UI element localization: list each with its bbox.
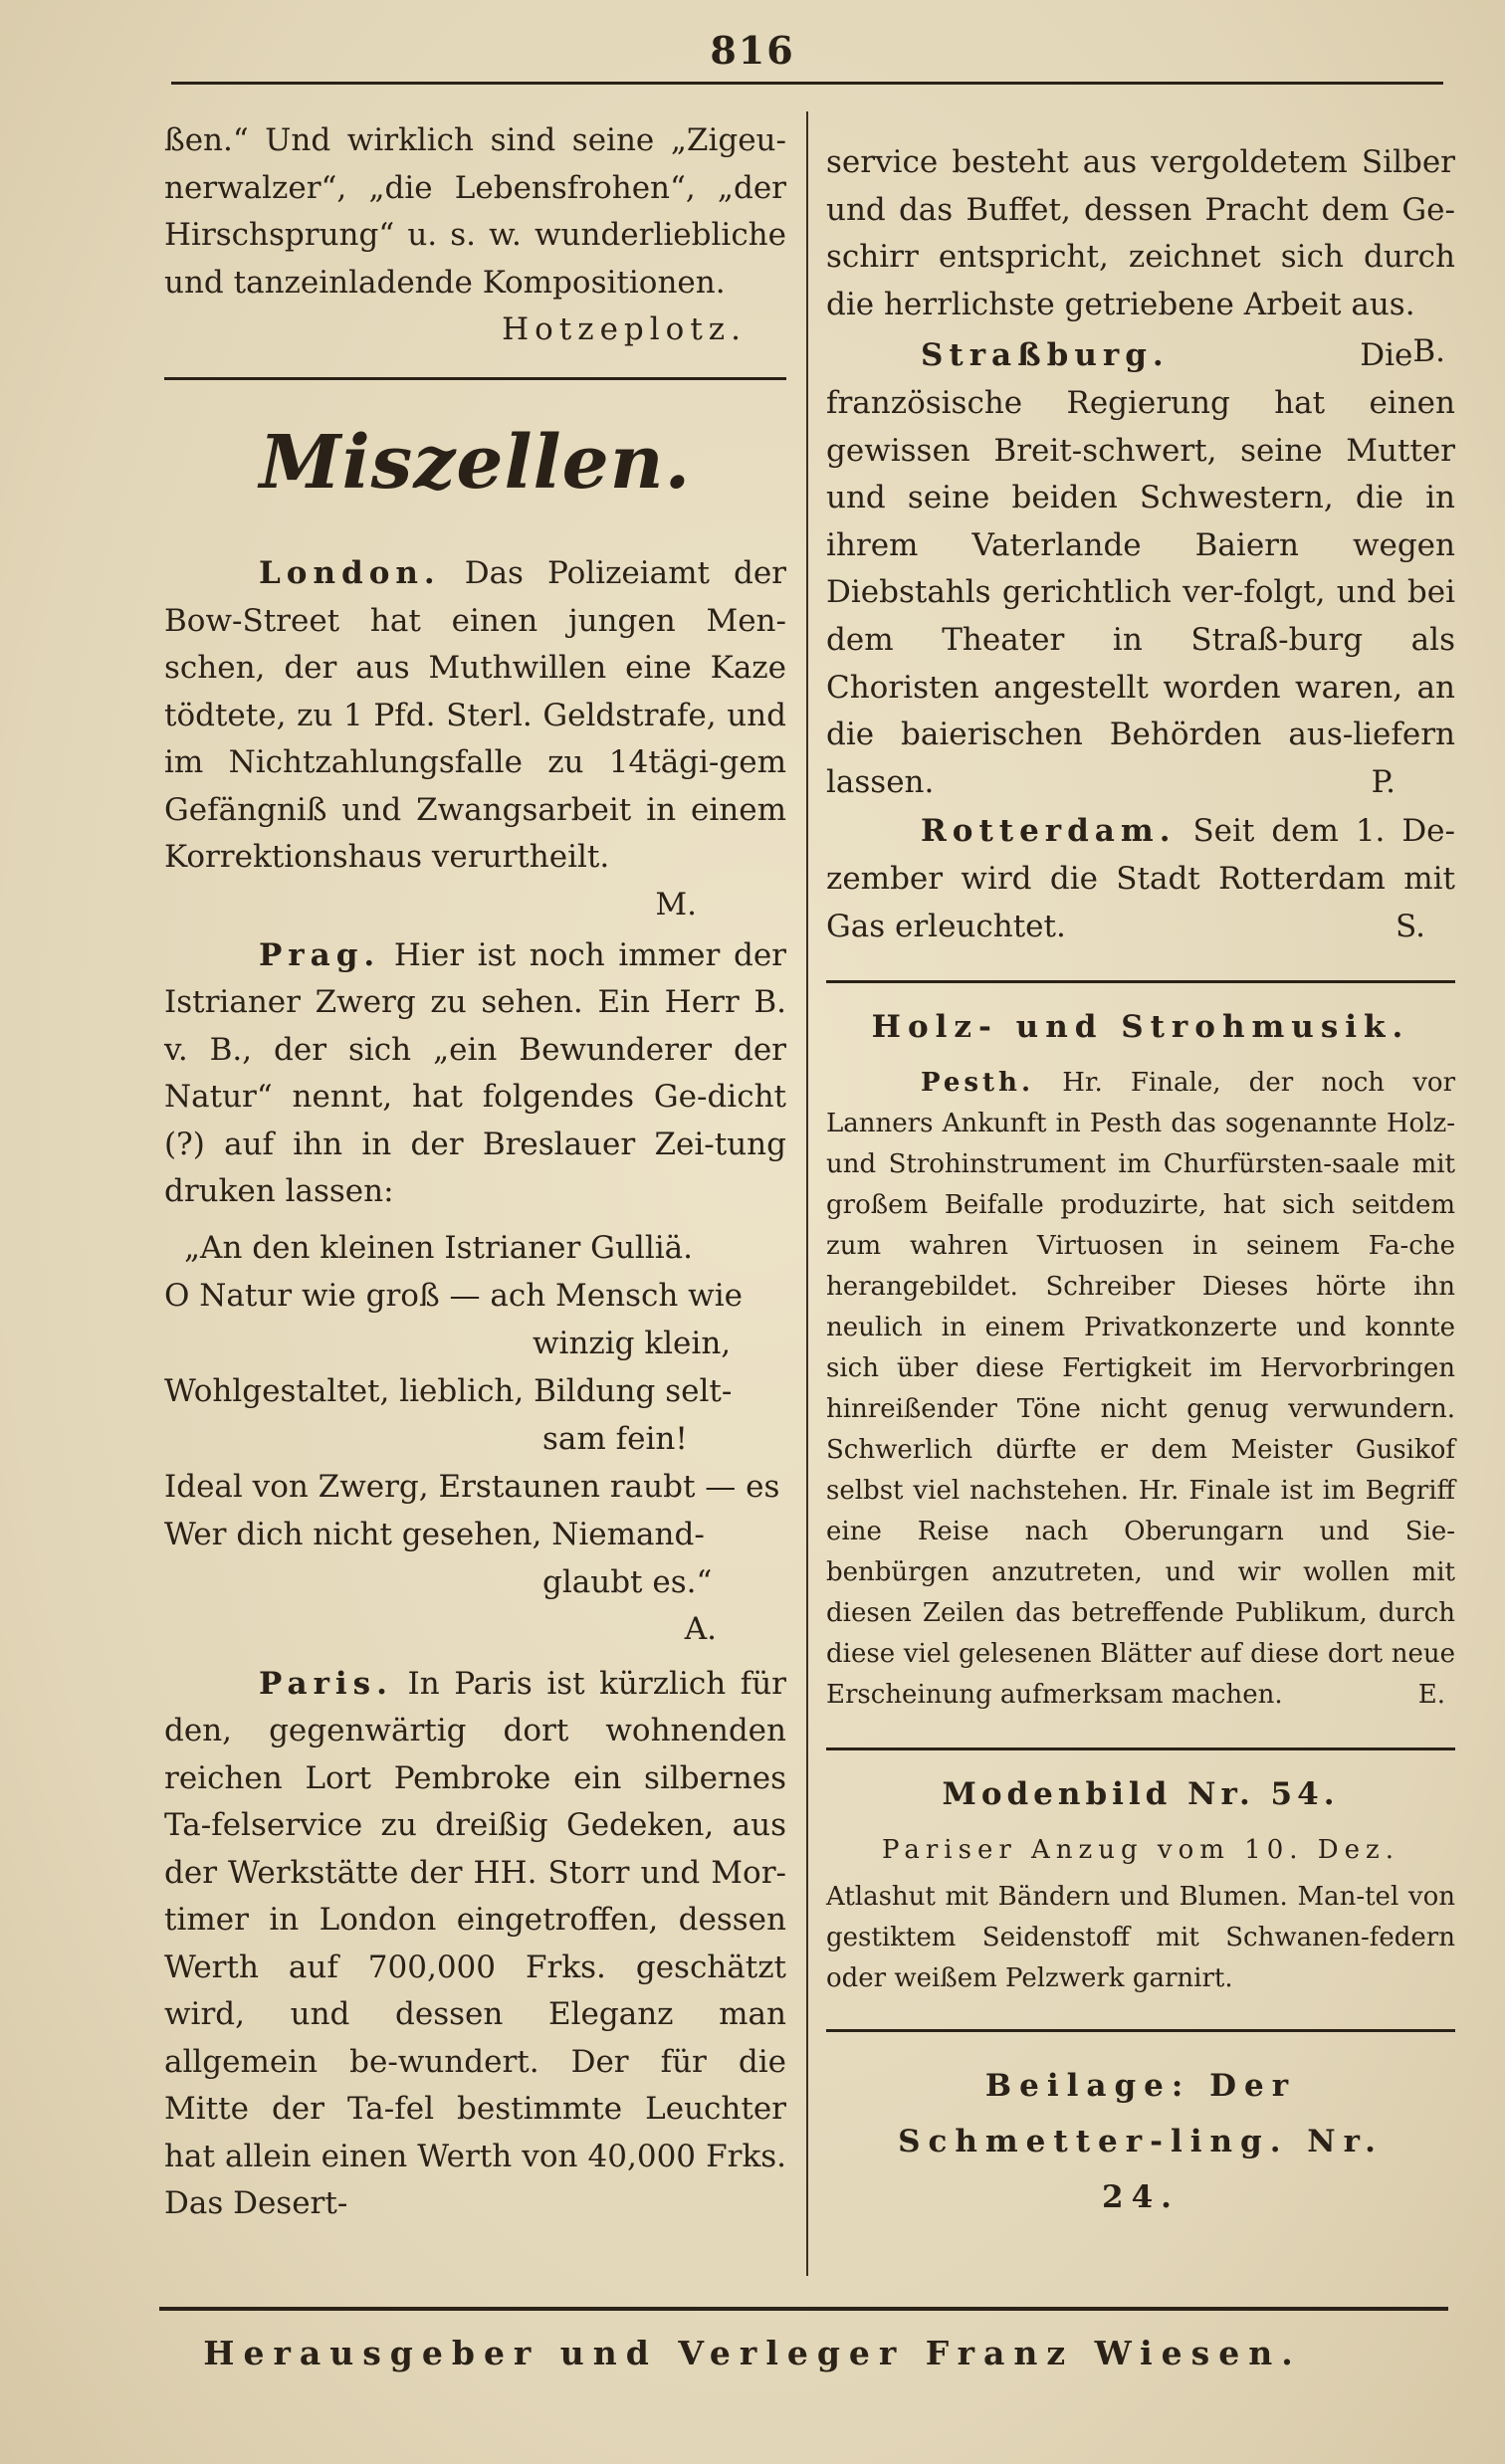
pesth-article bbox=[826, 1063, 1455, 1716]
intro-text: ßen.“ Und wirklich sind seine „Zigeu-nerwalzer“, „die Lebensfrohen“, „der Hirschsprung“ u. s. w. wunderliebliche und tanzeinladende Kompositionen. bbox=[164, 122, 786, 301]
paris-place: Paris. bbox=[259, 1665, 393, 1702]
poem-title: „An den kleinen Istrianer Gulliä. bbox=[184, 1229, 693, 1266]
strassburg-article bbox=[826, 332, 1455, 806]
pesth-signature: E. bbox=[1417, 1680, 1445, 1711]
strassburg-signature: P. bbox=[1371, 763, 1396, 800]
section-rule bbox=[164, 377, 786, 380]
holz-title: Holz- und Strohmusik. bbox=[871, 1009, 1410, 1046]
left-column bbox=[164, 117, 786, 2228]
paris-cont-text: service besteht aus vergoldetem Silber und das Buffet, dessen Pracht dem Ge-schirr entspricht, zeichnet sich durch die herrlichste getriebene Arbeit aus. bbox=[826, 144, 1455, 322]
paris-article bbox=[164, 1661, 786, 2228]
publisher-footer: Herausgeber und Verleger Franz Wiesen. bbox=[203, 2334, 1302, 2372]
pesth-text: Hr. Finale, der noch vor Lanners Ankunft in Pesth das sogenannte Holz- und Strohinstrument im Churfürsten-saale mit großem Beifalle produzirte, hat sich seitdem zum wahren Virtuosen in seinem Fa-che herangebildet. Schreiber Dieses hörte ihn neulich in einem Privatkonzerte und konnte sich über diese Fertigkeit im Hervorbringen hinreißender Töne nicht genug verwundern. Schwerlich dürfte er dem Meister Gusikof selbst viel nachstehen. Hr. Finale ist im Begriff eine Reise nach Oberungarn und Sie-benbürgen anzutreten, und wir wollen mit diesen Zeilen das betreffende Publikum, durch diese viel gelesenen Blätter auf diese dort neue Erscheinung aufmerksam machen. bbox=[826, 1068, 1456, 1711]
section-title: Miszellen. bbox=[259, 420, 692, 506]
strassburg-place: Straßburg. bbox=[921, 337, 1170, 374]
poem-signature: A. bbox=[684, 1610, 717, 1647]
prag-article bbox=[164, 932, 786, 1216]
prag-place: Prag. bbox=[259, 936, 381, 973]
rule-beilage bbox=[826, 2029, 1455, 2032]
rotterdam-signature: S. bbox=[1396, 908, 1425, 944]
strassburg-text: Die französische Regierung hat einen gewissen Breit-schwert, seine Mutter und seine beiden Schwestern, die in ihrem Vaterlande Baiern wegen Diebstahls gerichtlich ver-folgt, und bei dem Theater in Straß-burg als Choristen angestellt worden waren, an die baierischen Behörden aus-liefern lassen. bbox=[826, 337, 1455, 800]
header-rule bbox=[171, 82, 1443, 85]
prag-text: Hier ist noch immer der Istrianer Zwerg zu sehen. Ein Herr B. v. B., der sich „ein Bewunderer der Natur“ nennt, hat folgendes Ge-dicht (?) auf ihn in der Breslauer Zei-tung druken lassen: bbox=[164, 936, 786, 1209]
intro-signature: Hotzeplotz. bbox=[502, 311, 747, 347]
poem bbox=[164, 1224, 786, 1606]
poem-line-3: Ideal von Zwerg, Erstaunen raubt — es bbox=[164, 1468, 780, 1505]
mode-subtitle: Pariser Anzug vom 10. Dez. bbox=[882, 1835, 1399, 1866]
poem-line-4b: glaubt es.“ bbox=[542, 1563, 713, 1600]
london-place: London. bbox=[259, 555, 441, 591]
poem-line-4: Wer dich nicht gesehen, Niemand- bbox=[164, 1516, 705, 1552]
poem-line-2: Wohlgestaltet, lieblich, Bildung selt- bbox=[164, 1372, 733, 1409]
page-number: 816 bbox=[710, 28, 795, 73]
rotterdam-text: Seit dem 1. De-zember wird die Stadt Rotterdam mit Gas erleuchtet. bbox=[826, 813, 1456, 944]
rotterdam-place: Rotterdam. bbox=[921, 813, 1177, 850]
london-signature: M. bbox=[655, 886, 697, 923]
poem-line-2b: sam fein! bbox=[542, 1420, 688, 1457]
beilage-note: Beilage: Der Schmetter-ling. Nr. 24. bbox=[898, 2068, 1384, 2216]
rule-holz bbox=[826, 980, 1455, 983]
mode-text: Atlashut mit Bändern und Blumen. Man-tel von gestiktem Seidenstoff mit Schwanen-federn oder weißem Pelzwerk garnirt. bbox=[826, 1882, 1455, 1994]
london-text: Das Polizeiamt der Bow-Street hat einen jungen Men-schen, der aus Muthwillen eine Kaze tödtete, zu 1 Pfd. Sterl. Geldstrafe, und im Nichtzahlungsfalle zu 14tägi-gem Gefängniß und Zwangsarbeit in einem Korrektionshaus verurtheilt. bbox=[164, 555, 787, 875]
rotterdam-article bbox=[826, 808, 1455, 950]
right-column bbox=[826, 139, 1455, 2225]
pesth-place: Pesth. bbox=[921, 1068, 1034, 1099]
poem-line-1b: winzig klein, bbox=[533, 1325, 732, 1361]
mode-title: Modenbild Nr. 54. bbox=[942, 1776, 1340, 1813]
poem-line-1: O Natur wie groß — ach Mensch wie bbox=[164, 1277, 743, 1314]
paris-signature: B. bbox=[1412, 333, 1445, 370]
paris-text: In Paris ist kürzlich für den, gegenwärtig dort wohnenden reichen Lort Pembroke ein silbernes Ta-felservice zu dreißig Gedeken, aus der Werkstätte der HH. Storr und Mor-timer in London eingetroffen, dessen Werth auf 700,000 Frks. geschätzt wird, und dessen Eleganz man allgemein be-wundert. Der für die Mitte der Ta-fel bestimmte Leuchter hat allein einen Werth von 40,000 Frks. Das Desert- bbox=[164, 1665, 786, 2221]
footer-rule bbox=[159, 2307, 1448, 2311]
column-divider bbox=[806, 111, 808, 2276]
rule-mode bbox=[826, 1747, 1455, 1750]
london-article bbox=[164, 550, 786, 882]
